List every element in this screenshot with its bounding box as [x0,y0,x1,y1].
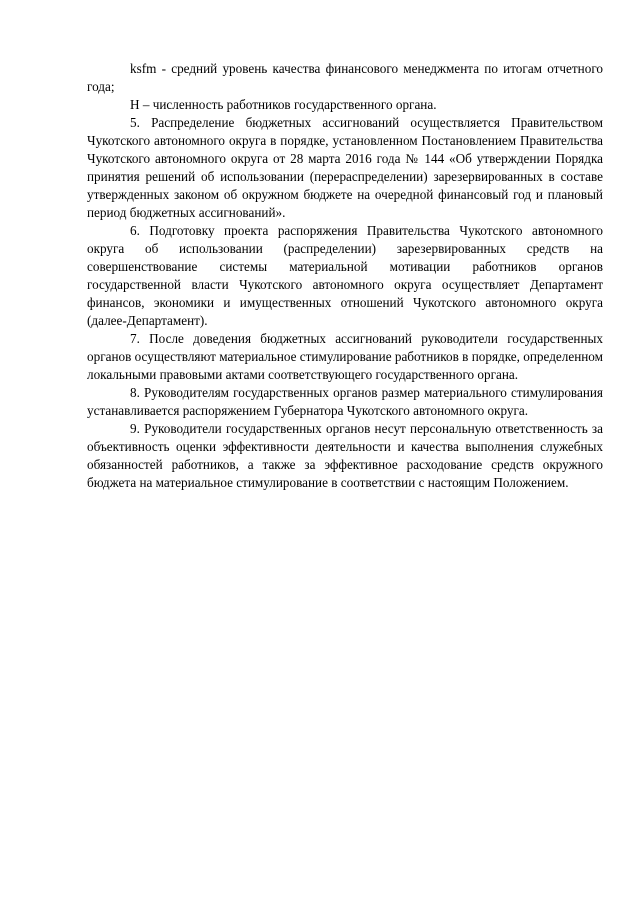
paragraph-item-6: 6. Подготовку проекта распоряжения Правительства Чукотского автономного округа об использовании (распределении) зарезервированных средств на совершенствование системы материальной мотивации работников органов государственной власти Чукотского автономного округа осуществляет Департамент финансов, экономики и имущественных отношений Чукотского автономного округа (далее-Департамент). [87,223,603,328]
paragraph-item-5: 5. Распределение бюджетных ассигнований осуществляется Правительством Чукотского автономного округа в порядке, установленном Постановлением Правительства Чукотского автономного округа от 28 марта 2016 года № 144 «Об утверждении Порядка принятия решений об использовании (перераспределении) зарезервированных в составе утвержденных законом об окружном бюджете на очередной финансовый год и плановый период бюджетных ассигнований». [87,115,603,220]
paragraph-item-9: 9. Руководители государственных органов несут персональную ответственность за объективность оценки эффективности деятельности и качества выполнения служебных обязанностей работников, а также за эффективное расходование средств окружного бюджета на материальное стимулирование в соответствии с настоящим Положением. [87,421,603,490]
paragraph-item-7: 7. После доведения бюджетных ассигнований руководители государственных органов осуществляют материальное стимулирование работников в порядке, определенном локальными правовыми актами соответствующего государственного органа. [87,331,603,382]
document-body [87,60,603,492]
paragraph-ksfm-definition: ksfm - средний уровень качества финансового менеджмента по итогам отчетного года; [87,61,603,94]
paragraph-n-definition: Н – численность работников государственного органа. [130,97,437,112]
paragraph-item-8: 8. Руководителям государственных органов размер материального стимулирования устанавливается распоряжением Губернатора Чукотского автономного округа. [87,385,603,418]
